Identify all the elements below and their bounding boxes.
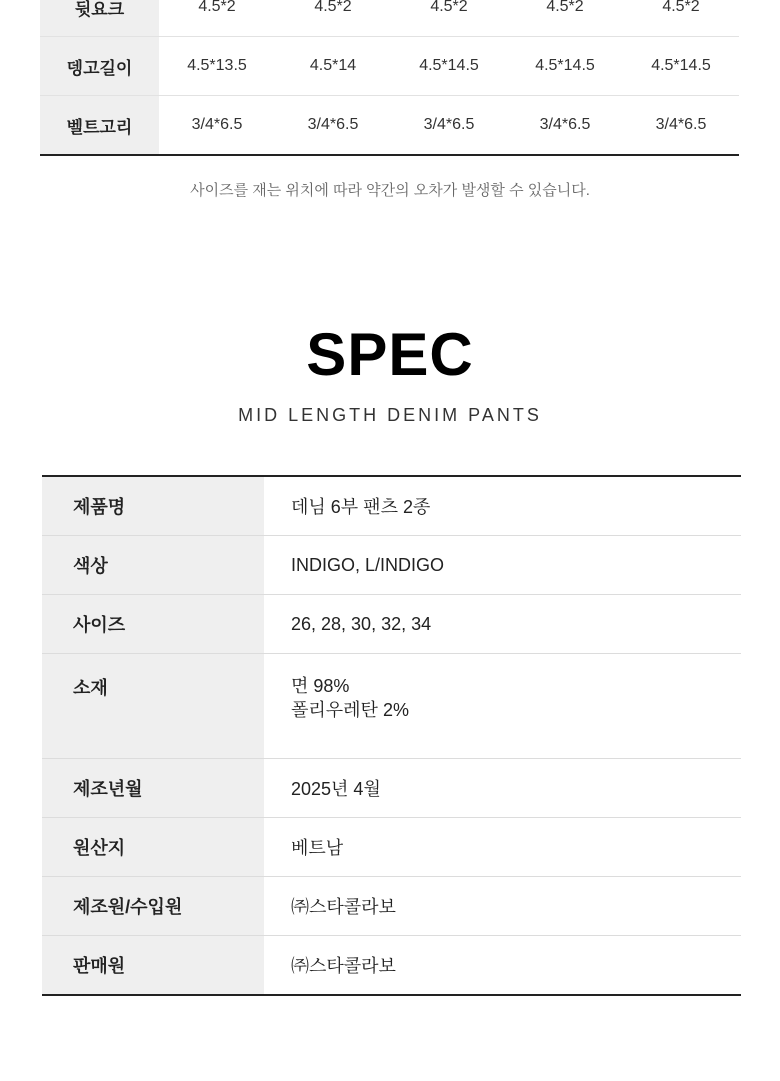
size-cell: 4.5*14.5 bbox=[623, 37, 739, 96]
spec-row-seller bbox=[42, 936, 741, 996]
spec-subtitle: MID LENGTH DENIM PANTS bbox=[238, 405, 542, 425]
spec-row-material bbox=[42, 654, 741, 759]
spec-value: 데님 6부 팬츠 2종 bbox=[264, 476, 741, 536]
spec-label: 색상 bbox=[42, 536, 264, 595]
spec-label: 사이즈 bbox=[42, 595, 264, 654]
spec-table bbox=[42, 475, 741, 996]
spec-value: ㈜스타콜라보 bbox=[264, 877, 741, 936]
spec-value bbox=[264, 654, 741, 759]
size-cell: 3/4*6.5 bbox=[275, 96, 391, 156]
spec-row-manufacturer bbox=[42, 877, 741, 936]
spec-value-line: 폴리우레탄 2% bbox=[291, 700, 409, 720]
size-cell: 3/4*6.5 bbox=[391, 96, 507, 156]
size-cell: 3/4*6.5 bbox=[507, 96, 623, 156]
spec-row-product-name bbox=[42, 476, 741, 536]
size-cell: 4.5*2 bbox=[275, 0, 391, 37]
size-note: 사이즈를 재는 위치에 따라 약간의 오차가 발생할 수 있습니다. bbox=[190, 182, 590, 199]
spec-value: 베트남 bbox=[264, 818, 741, 877]
spec-row-color bbox=[42, 536, 741, 595]
size-cell: 4.5*13.5 bbox=[159, 37, 275, 96]
spec-value: 2025년 4월 bbox=[264, 759, 741, 818]
size-cell: 4.5*2 bbox=[159, 0, 275, 37]
spec-label: 제조년월 bbox=[42, 759, 264, 818]
spec-label: 판매원 bbox=[42, 936, 264, 996]
size-cell: 4.5*2 bbox=[507, 0, 623, 37]
spec-label: 제조원/수입원 bbox=[42, 877, 264, 936]
size-cell: 4.5*2 bbox=[391, 0, 507, 37]
size-cell: 4.5*14.5 bbox=[507, 37, 623, 96]
size-table bbox=[40, 0, 739, 156]
spec-value: ㈜스타콜라보 bbox=[291, 956, 396, 976]
spec-row-origin bbox=[42, 818, 741, 877]
spec-row-manufacture-date bbox=[42, 759, 741, 818]
size-cell: 3/4*6.5 bbox=[623, 96, 739, 156]
size-row-label: 벨트고리 bbox=[40, 96, 159, 156]
spec-title: SPEC bbox=[306, 321, 474, 388]
size-row-label: 뒷요크 bbox=[40, 0, 159, 37]
size-row-back-yoke bbox=[40, 0, 739, 37]
size-row-label: 뎅고길이 bbox=[40, 37, 159, 96]
spec-label: 소재 bbox=[42, 654, 264, 759]
spec-value: 26, 28, 30, 32, 34 bbox=[264, 595, 741, 654]
spec-label: 제품명 bbox=[42, 476, 264, 536]
size-cell: 4.5*2 bbox=[623, 0, 739, 37]
spec-label: 원산지 bbox=[42, 818, 264, 877]
spec-value-line: 면 98% bbox=[291, 676, 350, 696]
size-cell: 3/4*6.5 bbox=[159, 96, 275, 156]
spec-value: INDIGO, L/INDIGO bbox=[264, 536, 741, 595]
size-cell: 4.5*14 bbox=[275, 37, 391, 96]
size-row-pocket-length bbox=[40, 37, 739, 96]
spec-row-size bbox=[42, 595, 741, 654]
size-row-belt-loop bbox=[40, 96, 739, 156]
size-cell: 4.5*14.5 bbox=[391, 37, 507, 96]
